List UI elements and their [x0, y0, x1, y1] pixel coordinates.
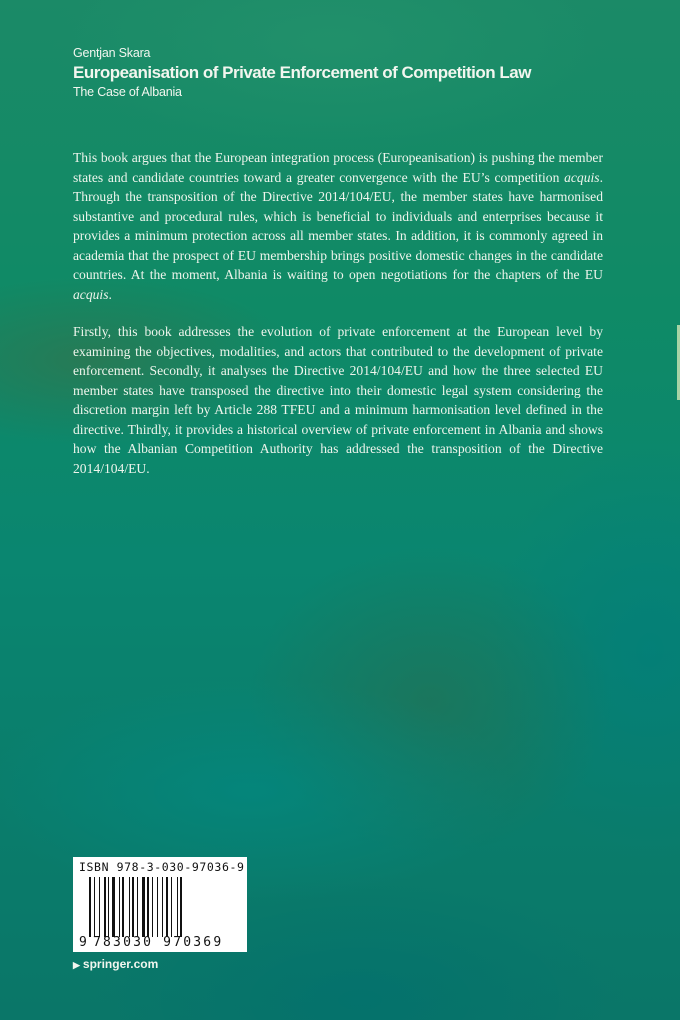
author-name: Gentjan Skara — [73, 46, 151, 60]
barcode-bar — [89, 877, 91, 937]
barcode-bar — [171, 877, 172, 937]
description-paragraph-2: Firstly, this book addresses the evolution of private enforcement at the European level by examining the objectives, modalities, and actors that contributed to the development of private enforcement. Secondly, it analyses the Directive 2014/104/EU and how the three selected EU member states have transposed the directive into their domestic legal system considering the discretion margin left by Article 288 TFEU and a minimum harmonisation level defined in the directive. Thirdly, it provides a historical overview of private enforcement in Albania and shows how the Albanian Competition Authority has addressed the transposition of the Directive 2014/104/EU. — [73, 324, 603, 476]
barcode-bar — [157, 877, 158, 937]
barcode-bars — [89, 877, 235, 937]
arrow-right-icon: ▶ — [73, 960, 80, 970]
barcode-bar — [166, 877, 168, 937]
book-header — [73, 46, 531, 99]
barcode-bar — [94, 877, 95, 937]
isbn-label: ISBN 978-3-030-97036-9 — [79, 860, 245, 874]
book-description — [73, 148, 603, 496]
publisher-link[interactable] — [73, 957, 158, 971]
barcode-bar — [180, 877, 182, 937]
barcode-bar — [152, 877, 153, 937]
barcode-bar — [177, 877, 178, 937]
barcode-bar — [162, 877, 163, 937]
barcode-bar — [147, 877, 149, 937]
description-paragraph-1: This book argues that the European integration process (Europeanisation) is pushing the member states and candidate countries toward a greater convergence with the EU’s competition acquis. Through the transposition of the Directive 2014/104/EU, the member states have harmonised substantive and procedural rules, which is beneficial to individuals and enterprises because it provides a minimum protection across all member states. In addition, it is commonly agreed in academia that the prospect of EU membership brings positive domestic changes in the candidate countries. At the moment, Albania is waiting to open negotiations for the chapters of the EU acquis. — [73, 150, 603, 302]
barcode-bar — [132, 877, 134, 937]
barcode-bar — [112, 877, 115, 937]
barcode-bar — [99, 877, 100, 937]
isbn-barcode — [73, 857, 247, 952]
barcode-bar — [137, 877, 138, 937]
barcode-bar — [104, 877, 106, 937]
barcode-bar — [122, 877, 124, 937]
publisher-url: springer.com — [82, 957, 159, 971]
barcode-bar — [129, 877, 130, 937]
barcode-bar — [142, 877, 145, 937]
barcode-bar — [119, 877, 120, 937]
barcode-digits: 9 783030 970369 — [79, 935, 224, 950]
book-subtitle: The Case of Albania — [73, 85, 182, 99]
book-title: Europeanisation of Private Enforcement of Competition Law — [73, 63, 531, 82]
barcode-bar — [108, 877, 109, 937]
